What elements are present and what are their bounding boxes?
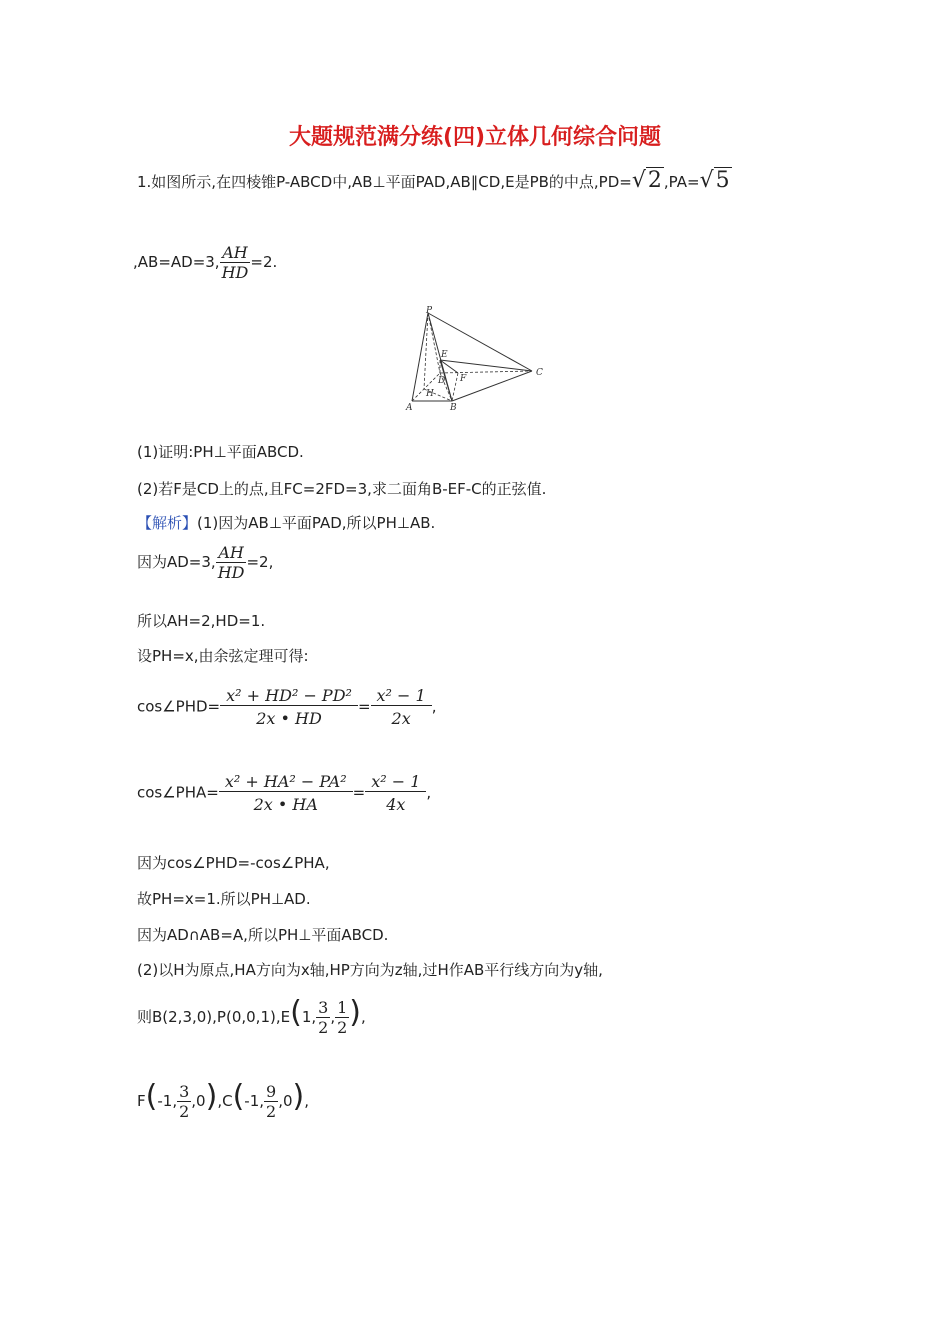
solution-step-4: 设PH=x,由余弦定理可得: [137,647,309,665]
coordinates-line-2: F(-1, $\frac{3}{2}$ ,0),C(-1, $\frac{9}{2}$ ,0), [137,1079,310,1121]
solution-step-8: (2)以H为原点,HA方向为x轴,HP方向为z轴,过H作AB平行线方向为y轴, [137,961,603,979]
analysis-tag: 【解析】 [137,514,198,532]
label-b: B [450,403,457,413]
solution-step-6: 故PH=x=1.所以PH⊥AD. [137,890,311,908]
fraction-cos-pha: $\frac{\text{x² + HA² − PA²}}{2x • HA}$ [219,772,353,814]
fraction-ah-hd-2: $\frac{AH}{HD}$ [217,543,245,582]
page-title: 大题规范满分练(四)立体几何综合问题 [288,125,662,150]
solution-step-3: 所以AH=2,HD=1. [137,612,266,630]
part-2: (2)若F是CD上的点,且FC=2FD=3,求二面角B-EF-C的正弦值. [137,480,547,498]
label-d: D [438,376,446,386]
fraction-ah-hd: $\frac{AH}{HD}$ [221,243,249,282]
label-a: A [406,403,413,413]
label-f: F [460,374,467,384]
label-h: H [426,389,434,399]
question-intro: 1.如图所示,在四棱锥P-ABCD中,AB⊥平面PAD,AB∥CD,E是PB的中点,PD=√2 ,PA=√5 [137,168,730,193]
fraction-f-three-halves: $\frac{3}{2}$ [179,1082,190,1121]
fraction-one-half: $\frac{1}{2}$ [337,998,348,1037]
coordinates-line-1: 则B(2,3,0),P(0,0,1),E(1, $\frac{3}{2}$ , $\frac{1}{2}$ ), [137,995,366,1037]
pyramid-figure [400,305,550,415]
solution-step-5: 因为cos∠PHD=-cos∠PHA, [137,854,330,872]
fraction-three-halves: $\frac{3}{2}$ [318,998,329,1037]
fraction-cos-phd: $\frac{\text{x² + HD² − PD²}}{2x • HD}$ [220,686,358,728]
label-p: P [426,306,433,316]
fraction-cos-phd-simplified: $\frac{\text{x² − 1}}{2x}$ [371,686,432,728]
solution-step-7: 因为AD∩AB=A,所以PH⊥平面ABCD. [137,926,389,944]
question-given: ,AB=AD=3, $\frac{AH}{HD}$ =2. [133,243,278,282]
fraction-cos-pha-simplified: $\frac{\text{x² − 1}}{4x}$ [365,772,426,814]
sqrt-pd: √2 [631,168,662,193]
label-c: C [536,368,543,378]
solution-step-1: 【解析】(1)因为AB⊥平面PAD,所以PH⊥AB. [137,514,436,532]
label-e: E [441,350,448,360]
sqrt-pa: √5 [699,168,730,193]
solution-step-2: 因为AD=3, $\frac{AH}{HD}$ =2, [137,543,274,582]
cos-pha-equation: cos∠PHA= $\frac{\text{x² + HA² − PA²}}{2x • HA}$ = $\frac{\text{x² − 1}}{4x}$ , [137,772,432,814]
part-1: (1)证明:PH⊥平面ABCD. [137,443,304,461]
cos-phd-equation: cos∠PHD= $\frac{\text{x² + HD² − PD²}}{2x • HD}$ = $\frac{\text{x² − 1}}{2x}$ , [137,686,437,728]
fraction-nine-halves: $\frac{9}{2}$ [266,1082,277,1121]
